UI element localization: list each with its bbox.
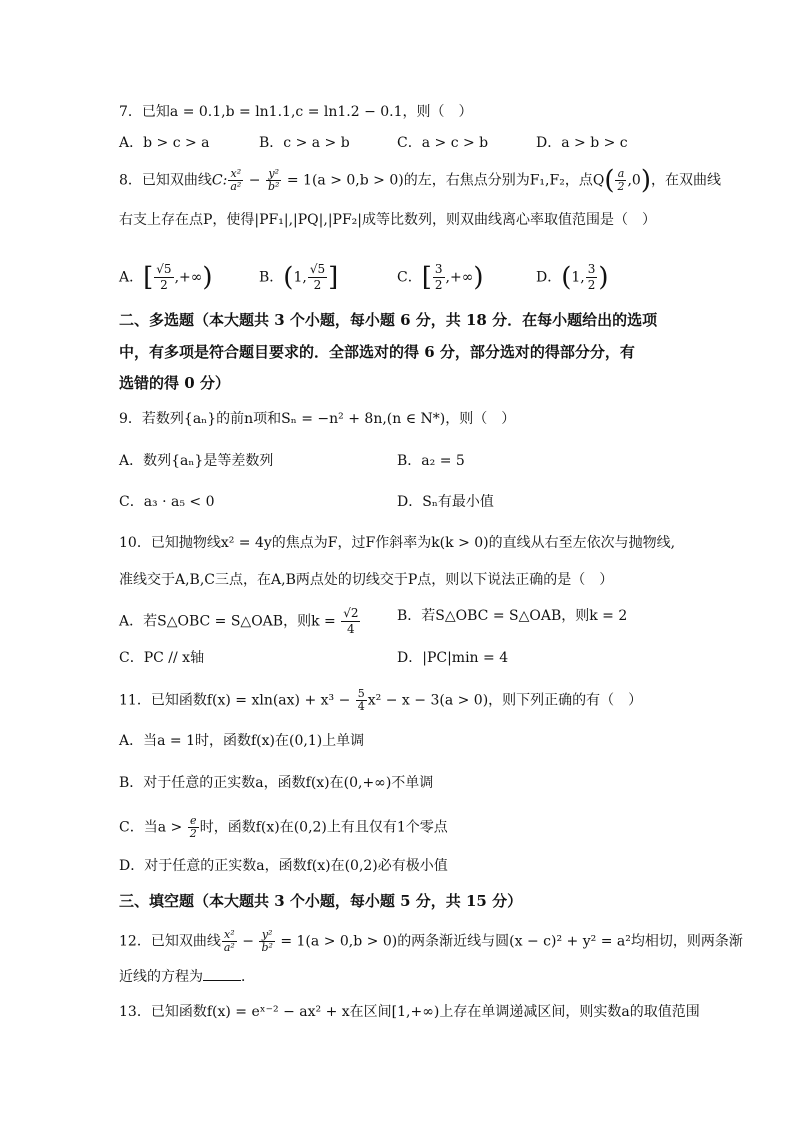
q13-line1: 13．已知函数f(x) = eˣ⁻² − ax² + x在区间[1,+∞)上存在单调递减区间，则实数a的取值范围 [119, 1004, 700, 1020]
q9-option-d: D．Sₙ有最小值 [397, 494, 494, 510]
q11-option-b: B．对于任意的正实数a，函数f(x)在(0,+∞)不单调 [119, 775, 434, 791]
q8-option-d: D．(1, $\frac{3}{2}$ ) [536, 262, 609, 293]
q7-option-b: B．c > a > b [259, 135, 350, 151]
q8-stem-mid: 的左，右焦点分别为F₁,F₂，点Q [403, 172, 605, 189]
q10-option-d: D．|PC|min = 4 [397, 650, 509, 666]
q12-line2: 近线的方程为 ． [119, 969, 255, 985]
section-3-heading: 三、填空题（本大题共 3 个小题，每小题 5 分，共 15 分） [119, 892, 523, 910]
section-2-heading-line2: 中，有多项是符合题目要求的．全部选对的得 6 分，部分选对的得部分分，有 [119, 343, 635, 361]
q8-stem-pre: 8．已知双曲线 [119, 172, 212, 189]
q11-option-a: A．当a = 1时，函数f(x)在(0,1)上单调 [119, 733, 365, 749]
q11-stem: 11．已知函数f(x) = xln(ax) + x³ − $\frac{5}{4}$ x² − x − 3(a > 0)，则下列正确的有（ ） [119, 687, 643, 713]
q8-option-b: B．(1, $\frac{√5}{2}$ ] [259, 262, 339, 293]
q8-stem-post: ，在双曲线 [650, 172, 721, 189]
q9-stem: 9．若数列{aₙ}的前n项和Sₙ = −n² + 8n,(n ∈ N*)，则（ ） [119, 411, 516, 427]
q7-option-a: A．b > c > a [119, 135, 210, 151]
q11-option-d: D．对于任意的正实数a，函数f(x)在(0,2)必有极小值 [119, 858, 448, 874]
q9-option-c: C．a₃ · a₅ < 0 [119, 494, 215, 510]
q10-option-b: B．若S△OBC = S△OAB，则k = 2 [397, 608, 628, 624]
q7-stem: 7．已知a = 0.1,b = ln1.1,c = ln1.2 − 0.1，则（ ） [119, 104, 473, 120]
q8-q-tail: ,0 [627, 172, 641, 189]
q9-option-a: A．数列{aₙ}是等差数列 [119, 453, 274, 469]
q8-option-c: C．[ $\frac{3}{2}$ ,+∞) [397, 262, 484, 293]
q8-curve: C: [211, 172, 228, 189]
q7-option-d: D．a > b > c [536, 135, 628, 151]
q12-stem: 12．已知双曲线 $\frac{\text{x²}}{\text{a²}}$ − $\frac{\text{y²}}{\text{b²}}$ = 1(a > 0,b > 0)的两条渐近线与圆(x − c)² + y² = a²均相切，则两条渐 [119, 928, 743, 954]
q10-option-c: C．PC // x轴 [119, 650, 205, 666]
q8-option-a: A．[ $\frac{√5}{2}$ ,+∞) [119, 262, 213, 293]
q9-option-b: B．a₂ = 5 [397, 453, 465, 469]
q7-option-c: C．a > c > b [397, 135, 489, 151]
q8-line2: 右支上存在点P，使得|PF₁|,|PQ|,|PF₂|成等比数列，则双曲线离心率取值范围是（ ） [119, 212, 657, 228]
q10-line1: 10．已知抛物线x² = 4y的焦点为F，过F作斜率为k(k > 0)的直线从右至左依次与抛物线, [119, 535, 676, 551]
q10-line2: 准线交于A,B,C三点，在A,B两点处的切线交于P点，则以下说法正确的是（ ） [119, 572, 614, 588]
q8-frac-y: $\frac{\text{y²}}{\text{b²}}$ [267, 167, 280, 193]
q8-stem: 8．已知双曲线C: $\frac{\text{x²}}{\text{a²}}$ − $\frac{\text{y²}}{\text{b²}}$ = 1(a > 0,b > 0)的左，右焦点分别为F₁,F₂，点Q( $\frac{a}{2}$ ,0)，在双曲线 [119, 165, 721, 196]
q8-frac-x: $\frac{\text{x²}}{\text{a²}}$ [230, 167, 242, 193]
section-2-heading-line1: 二、多选题（本大题共 3 个小题，每小题 6 分，共 18 分．在每小题给出的选项 [119, 311, 658, 329]
q11-option-c: C．当a > $\frac{e}{2}$ 时，函数f(x)在(0,2)上有且仅有1个零点 [119, 814, 448, 840]
q8-eq-tail: = 1(a > 0,b > 0) [282, 172, 404, 189]
q12-answer-blank [203, 968, 241, 981]
section-2-heading-line3: 选错的得 0 分） [119, 374, 230, 392]
q10-option-a: A．若S△OBC = S△OAB，则k = $\frac{√2}{4}$ [119, 606, 359, 636]
q8-q-frac: $\frac{a}{2}$ [617, 167, 625, 193]
